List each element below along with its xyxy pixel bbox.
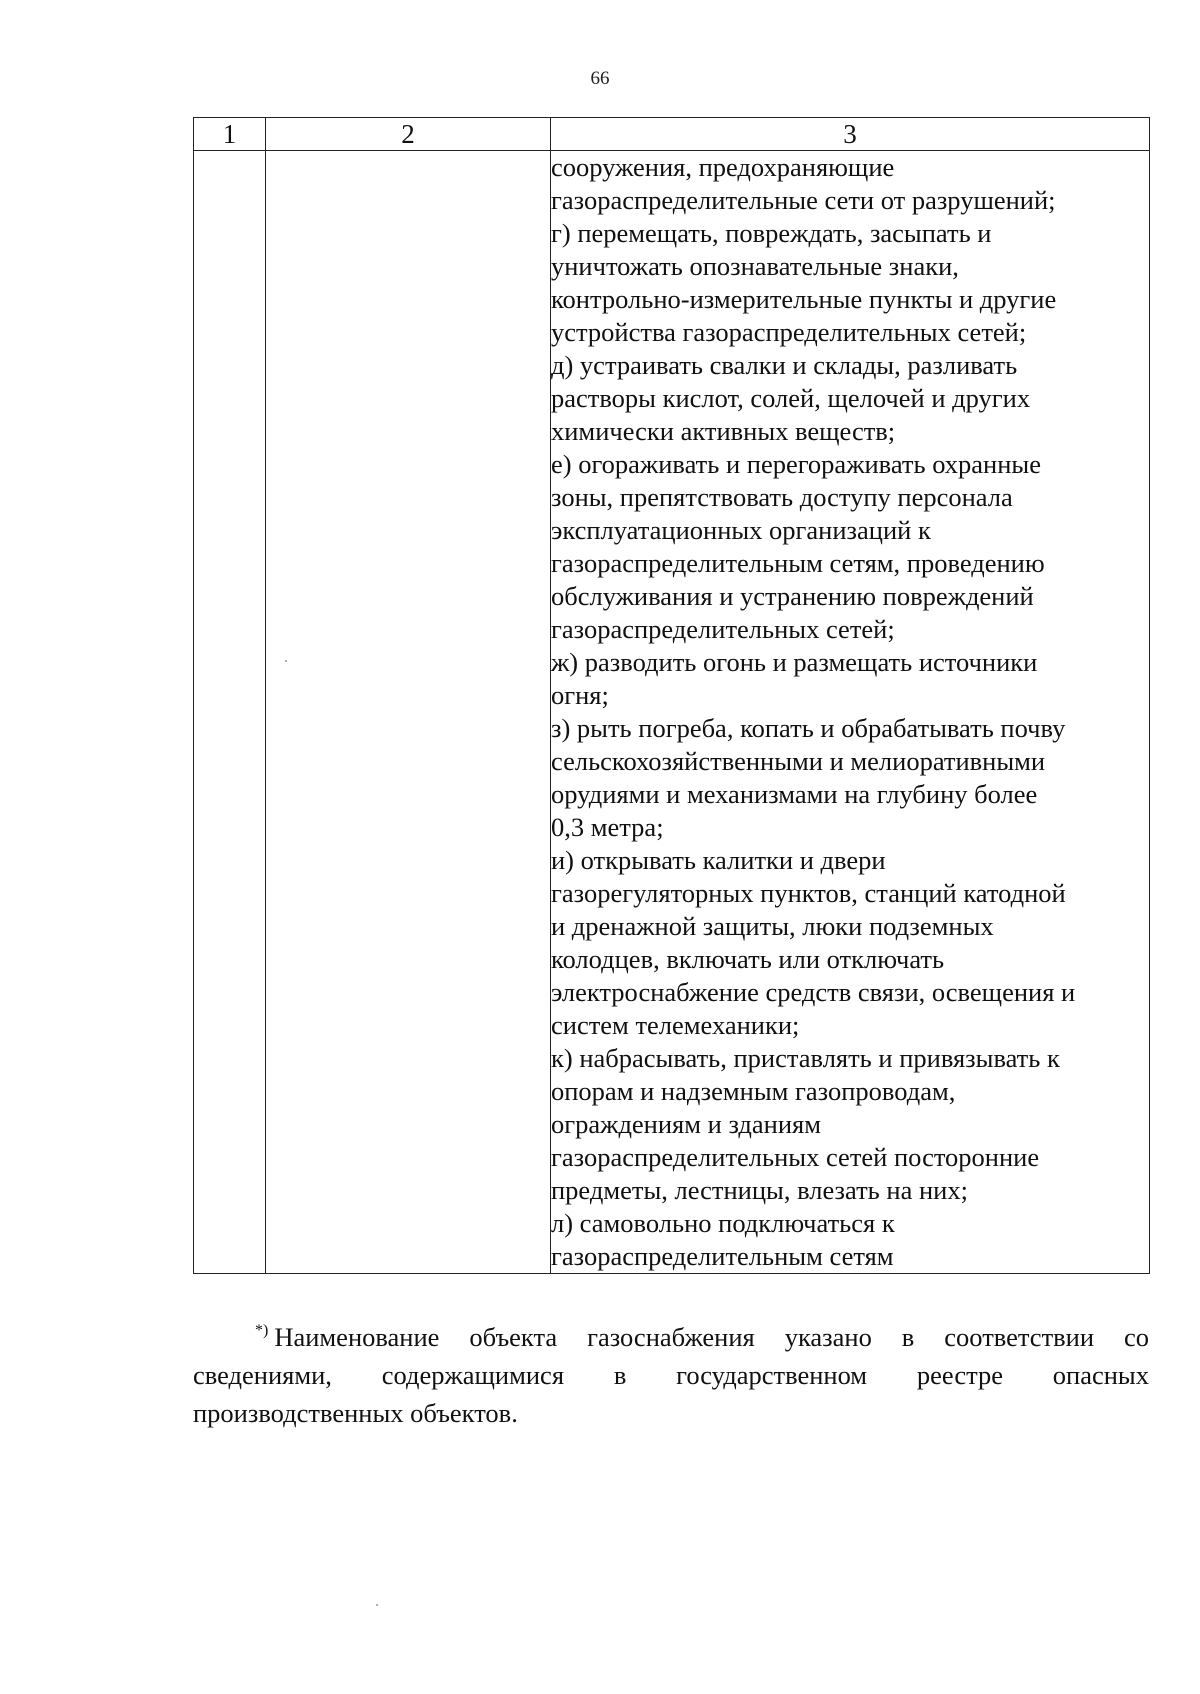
footnote: [193, 1312, 1149, 1432]
table-cell-col2: [266, 151, 551, 1274]
column-header-2: 2: [266, 118, 551, 151]
cell-text-line: зоны, препятствовать доступу персонала: [551, 482, 1013, 512]
footnote-text: Наименование объекта газоснабжения указано в соответствии со: [274, 1322, 1149, 1352]
footnote-line: [193, 1312, 1149, 1356]
cell-text-line: л) самовольно подключаться к: [551, 1208, 895, 1238]
cell-text-line: контрольно-измерительные пункты и другие: [551, 284, 1057, 314]
cell-text-line: орудиями и механизмами на глубину более: [551, 779, 1038, 809]
cell-text-line: эксплуатационных организаций к: [551, 515, 931, 545]
cell-text-line: сельскохозяйственными и мелиоративными: [551, 746, 1046, 776]
table-cell-col3: [551, 151, 1150, 1274]
cell-text-line: газораспределительным сетям: [551, 1241, 894, 1271]
cell-text-line: устройства газораспределительных сетей;: [551, 317, 1027, 347]
column-header-3: 3: [551, 118, 1150, 151]
footnote-marker: *): [255, 1322, 269, 1339]
cell-text-line: уничтожать опознавательные знаки,: [551, 251, 959, 281]
cell-text-line: сооружения, предохраняющие: [551, 152, 895, 182]
footnote-line: сведениями, содержащимися в государственном реестре опасных: [193, 1360, 1149, 1390]
cell-text-line: 0,3 метра;: [551, 812, 664, 842]
cell-text-line: колодцев, включать или отключать: [551, 944, 945, 974]
page-number: 66: [590, 68, 610, 89]
table-header-row: [194, 118, 1150, 151]
cell-text-line: з) рыть погреба, копать и обрабатывать почву: [551, 713, 1066, 743]
cell-text-line: газорегуляторных пунктов, станций катодной: [551, 878, 1066, 908]
scan-speck: [376, 1604, 378, 1606]
cell-text-line: ж) разводить огонь и размещать источники: [551, 647, 1038, 677]
cell-text-line: газораспределительные сети от разрушений;: [551, 185, 1056, 215]
cell-text-line: д) устраивать свалки и склады, разливать: [551, 350, 1018, 380]
cell-text-line: ограждениям и зданиям: [551, 1109, 821, 1139]
scan-speck: [285, 660, 287, 662]
table-row: [194, 151, 1150, 1274]
cell-text-line: химически активных веществ;: [551, 416, 896, 446]
cell-text-line: огня;: [551, 680, 609, 710]
cell-text-line: опорам и надземным газопроводам,: [551, 1076, 956, 1106]
cell-text-line: газораспределительных сетей посторонние: [551, 1142, 1040, 1172]
table-cell-col1: [194, 151, 266, 1274]
cell-text-line: электроснабжение средств связи, освещения и: [551, 977, 1076, 1007]
cell-text-line: г) перемещать, повреждать, засыпать и: [551, 218, 992, 248]
cell-text-line: и) открывать калитки и двери: [551, 845, 886, 875]
document-table: [193, 117, 1150, 1274]
cell-text-line: предметы, лестницы, влезать на них;: [551, 1175, 968, 1205]
cell-text-line: и дренажной защиты, люки подземных: [551, 911, 994, 941]
cell-text-line: газораспределительным сетям, проведению: [551, 548, 1045, 578]
cell-text-line: систем телемеханики;: [551, 1010, 800, 1040]
column-header-1: 1: [194, 118, 266, 151]
cell-text-line: газораспределительных сетей;: [551, 614, 895, 644]
cell-text-line: к) набрасывать, приставлять и привязывать к: [551, 1043, 1060, 1073]
cell-text-line: обслуживания и устранению повреждений: [551, 581, 1034, 611]
footnote-line: производственных объектов.: [193, 1398, 518, 1428]
cell-text-line: е) огораживать и перегораживать охранные: [551, 449, 1041, 479]
cell-text-line: растворы кислот, солей, щелочей и других: [551, 383, 1031, 413]
